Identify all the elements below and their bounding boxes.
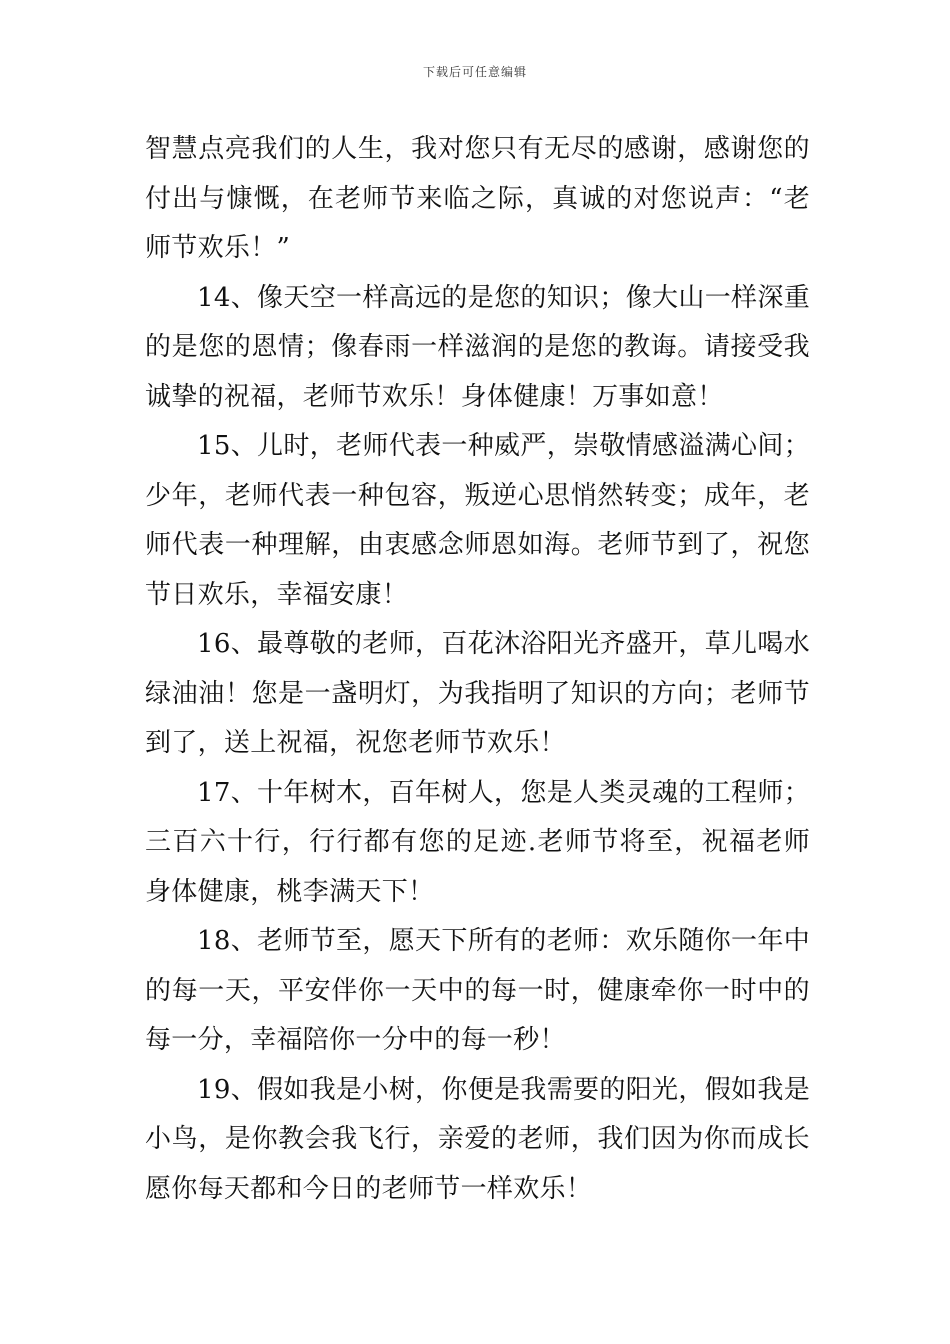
paragraph-17: 17、十年树木，百年树人，您是人类灵魂的工程师；三百六十行，行行都有您的足迹.老师节将至，祝福老师身体健康，桃李满天下！ — [145, 777, 810, 907]
paragraph-19: 19、假如我是小树，你便是我需要的阳光，假如我是小鸟，是你教会我飞行，亲爱的老师，我们因为你而成长愿你每天都和今日的老师节一样欢乐！ — [145, 1074, 810, 1204]
page-header-note: 下载后可任意编辑 — [422, 65, 527, 79]
paragraph-16: 16、最尊敬的老师，百花沐浴阳光齐盛开，草儿喝水绿油油！您是一盏明灯，为我指明了知识的方向；老师节到了，送上祝福，祝您老师节欢乐！ — [145, 629, 810, 758]
paragraph-15: 15、儿时，老师代表一种威严，崇敬情感溢满心间；少年，老师代表一种包容，叛逆心思悄然转变；成年，老师代表一种理解，由衷感念师恩如海。老师节到了，祝您节日欢乐，幸福安康！ — [145, 431, 810, 610]
paragraph-continued: 智慧点亮我们的人生，我对您只有无尽的感谢，感谢您的付出与慷慨，在老师节来临之际，真诚的对您说声：“老师节欢乐！” — [145, 134, 810, 263]
paragraph-18: 18、老师节至，愿天下所有的老师：欢乐随你一年中的每一天，平安伴你一天中的每一时，健康牵你一时中的每一分，幸福陪你一分中的每一秒！ — [145, 926, 810, 1055]
paragraph-14: 14、像天空一样高远的是您的知识；像大山一样深重的是您的恩情；像春雨一样滋润的是您的教诲。请接受我诚挚的祝福，老师节欢乐！身体健康！万事如意！ — [145, 282, 810, 412]
document-body — [145, 125, 810, 1214]
